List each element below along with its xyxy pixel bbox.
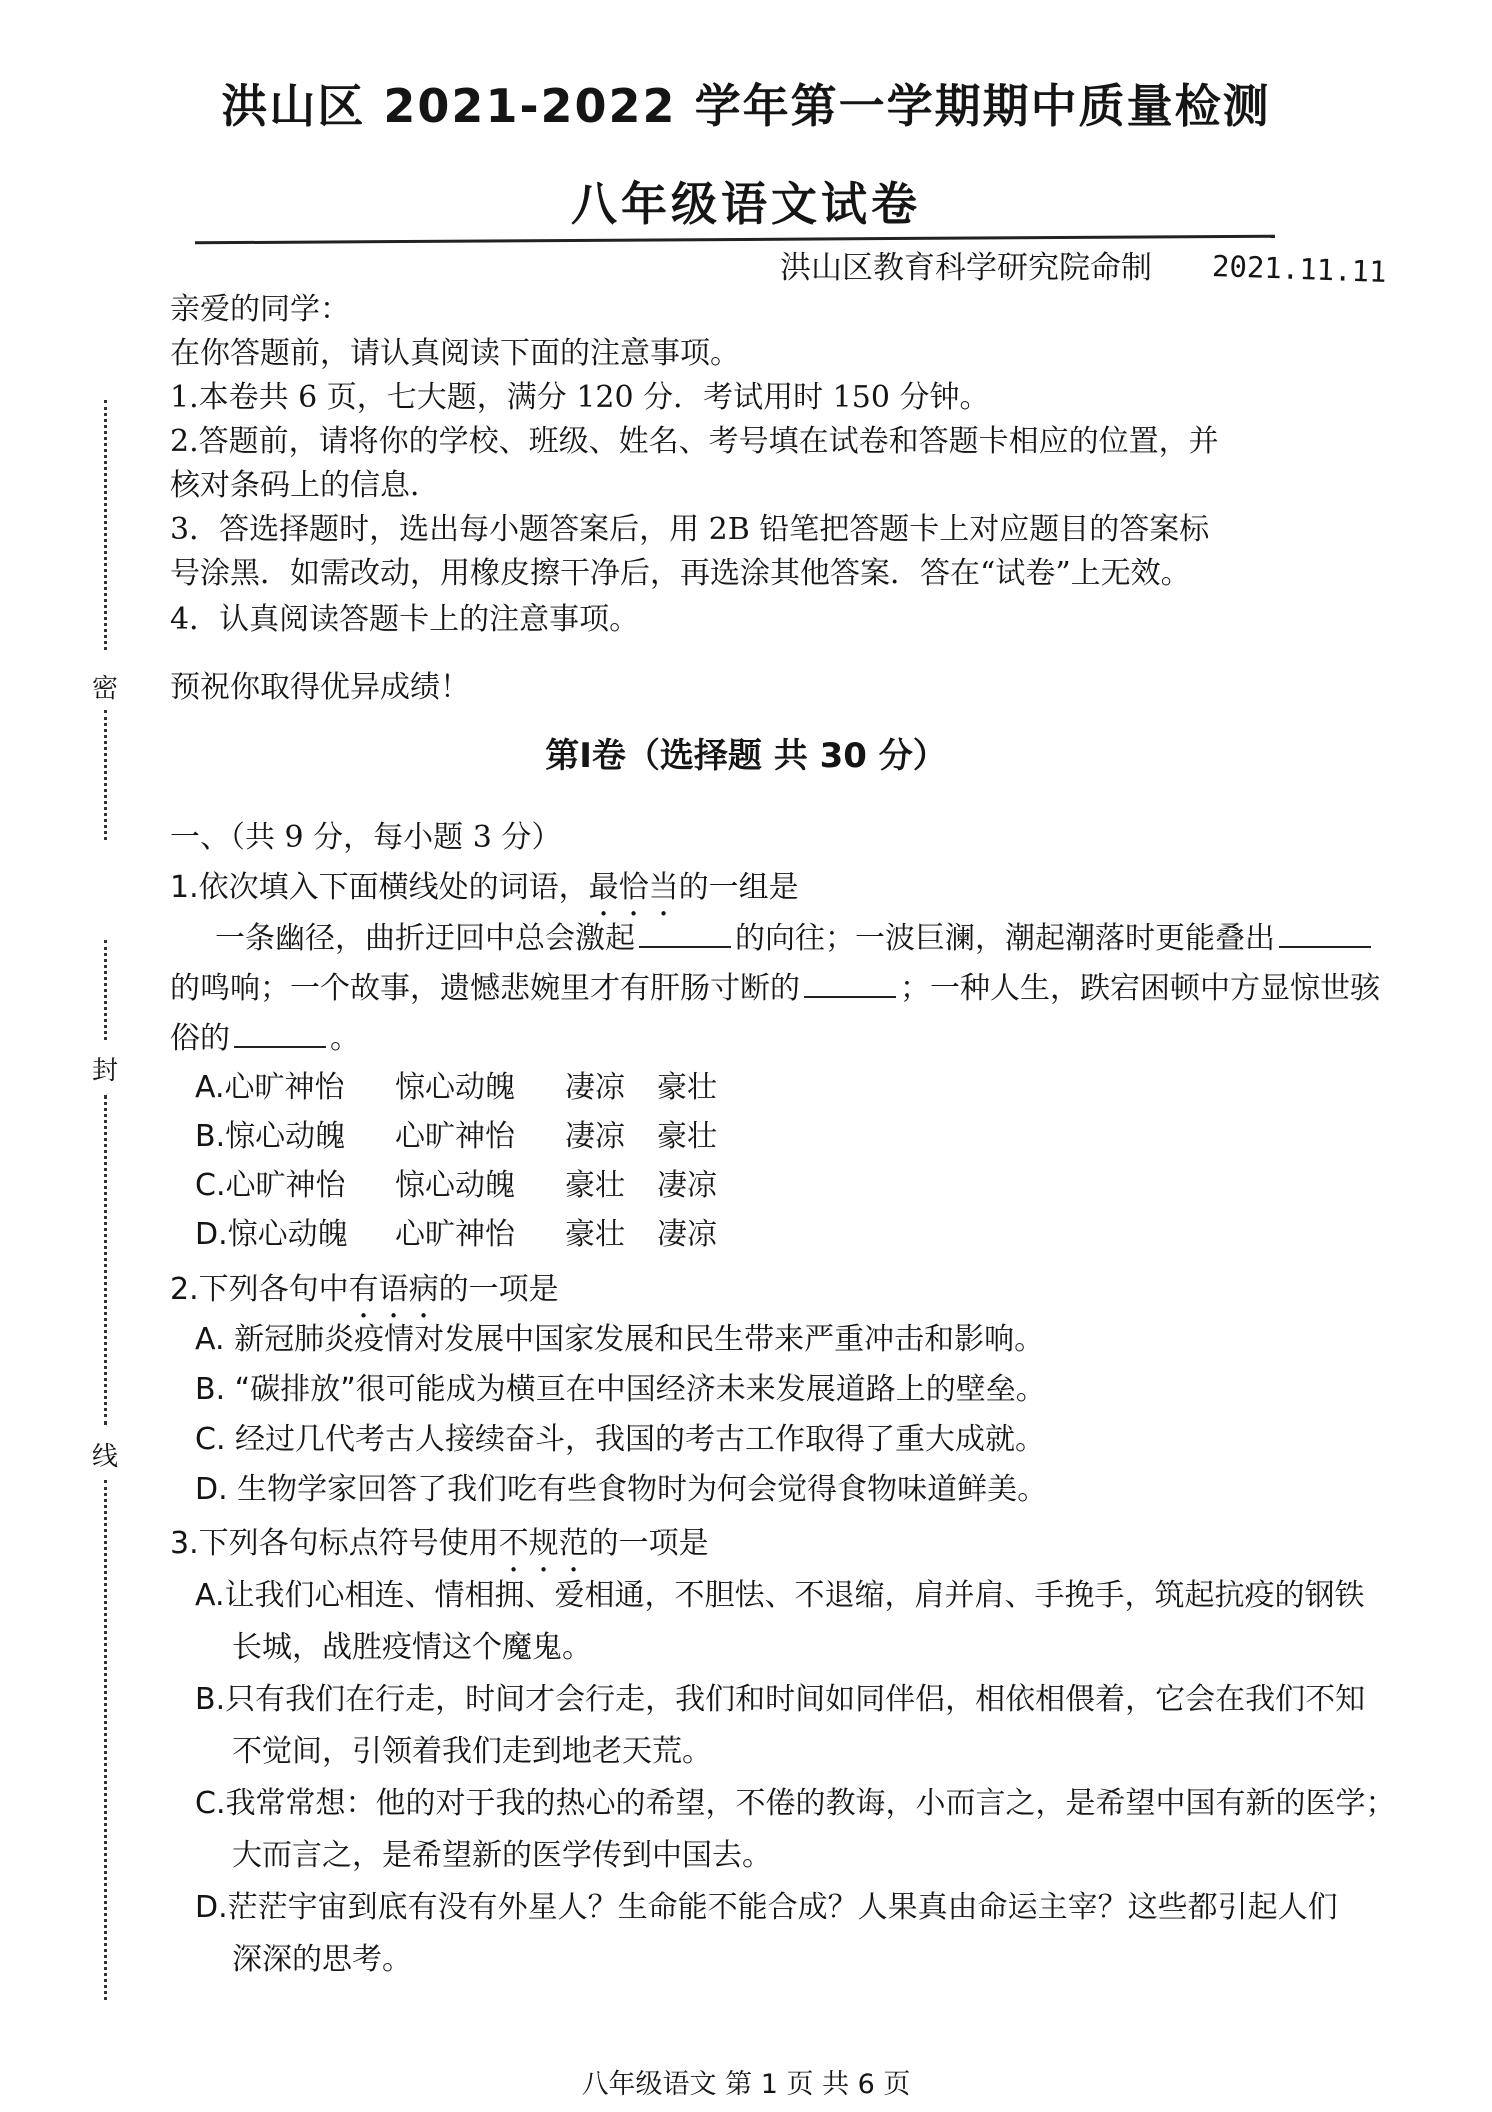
exam-title: 洪山区 2021-2022 学年第一学期期中质量检测 (221, 79, 1271, 133)
option-word: 凄凉 (657, 1168, 717, 1203)
notice-item: 4．认真阅读答题卡上的注意事项。 (170, 602, 640, 637)
question-1-stem (170, 868, 799, 923)
fill-blank (1279, 918, 1371, 948)
question-2-option[interactable]: B. “碳排放”很可能成为横亘在中国经济未来发展道路上的壁垒。 (195, 1372, 1046, 1407)
question-1-option[interactable] (195, 1068, 717, 1108)
question-1-passage-line (170, 968, 1380, 1009)
option-word: C.心旷神怡 (195, 1168, 346, 1203)
exam-date: 2021.11.11 (1211, 248, 1388, 290)
question-3-option-d[interactable]: D.茫茫宇宙到底有没有外星人？生命能不能合成？人果真由命运主宰？这些都引起人们 (195, 1890, 1338, 1925)
option-word: 惊心动魄 (395, 1168, 515, 1203)
notice-item: 号涂黑．如需改动，用橡皮擦干净后，再选涂其他答案．答在“试卷”上无效。 (170, 556, 1191, 591)
question-1-passage-line (170, 1018, 360, 1059)
binding-dotted-line (104, 1480, 107, 2000)
question-1-passage-line (215, 918, 1375, 959)
fill-blank (804, 968, 896, 998)
option-word: 心旷神怡 (395, 1217, 515, 1252)
fill-blank (234, 1018, 326, 1048)
notice-intro: 在你答题前，请认真阅读下面的注意事项。 (170, 336, 740, 371)
seal-mark-xian: 线 (92, 1442, 119, 1472)
binding-dotted-line (104, 710, 107, 840)
question-3-option-b[interactable]: B.只有我们在行走，时间才会行走，我们和时间如同伴侣，相依相偎着，它会在我们不知 (195, 1682, 1366, 1717)
option-word: 凄凉 (657, 1217, 717, 1252)
stem-emphasis: 有语病 (348, 1272, 439, 1307)
notice-item: 3．答选择题时，选出每小题答案后，用 2B 铅笔把答题卡上对应题目的答案标 (170, 512, 1210, 547)
passage-text: 一条幽径，曲折迂回中总会激起 (215, 921, 635, 956)
question-2-option[interactable]: C. 经过几代考古人接续奋斗，我国的考古工作取得了重大成就。 (195, 1422, 1046, 1457)
question-3-option-d-cont: 深深的思考。 (232, 1942, 412, 1977)
question-3-option-a[interactable]: A.让我们心相连、情相拥、爱相通，不胆怯、不退缩，肩并肩、手挽手，筑起抗疫的钢铁 (195, 1578, 1365, 1613)
option-word: 豪壮 (565, 1217, 625, 1252)
stem-text: 2.下列各句中 (170, 1272, 349, 1307)
question-1-option[interactable] (195, 1215, 717, 1255)
issuer: 洪山区教育科学研究院命制 (780, 250, 1152, 286)
exam-subtitle: 八年级语文试卷 (571, 177, 921, 231)
question-1-option[interactable] (195, 1117, 717, 1157)
question-3-option-c[interactable]: C.我常常想：他的对于我的热心的希望，不倦的教诲，小而言之，是希望中国有新的医学； (195, 1786, 1396, 1821)
stem-text: 的一项是 (438, 1272, 559, 1307)
seal-mark-feng: 封 (92, 1056, 119, 1086)
fill-blank (639, 918, 731, 948)
option-word: D.惊心动魄 (195, 1217, 348, 1252)
stem-text: 1.依次填入下面横线处的词语， (170, 870, 589, 905)
question-1-option[interactable] (195, 1166, 717, 1206)
question-3-option-b-cont: 不觉间，引领着我们走到地老天荒。 (232, 1734, 712, 1769)
good-luck-wish: 预祝你取得优异成绩！ (170, 670, 470, 705)
passage-text: ；一种人生，跌宕困顿中方显惊世骇 (900, 971, 1380, 1006)
stem-text: 的一项是 (588, 1526, 709, 1561)
stem-text: 3.下列各句标点符号使用 (170, 1526, 499, 1561)
question-2-option[interactable]: A. 新冠肺炎疫情对发展中国家发展和民生带来严重冲击和影响。 (195, 1322, 1045, 1357)
question-3-stem (170, 1524, 709, 1579)
binding-dotted-line (104, 400, 107, 650)
question-2-option[interactable]: D. 生物学家回答了我们吃有些食物时为何会觉得食物味道鲜美。 (195, 1472, 1048, 1507)
option-word: 豪壮 (657, 1070, 717, 1105)
notice-item: 核对条码上的信息． (170, 468, 440, 503)
page-footer: 八年级语文 第 1 页 共 6 页 (581, 2069, 911, 2100)
stem-emphasis: 不规范 (498, 1526, 589, 1561)
option-word: A.心旷神怡 (195, 1070, 345, 1105)
question-3-option-a-cont: 长城，战胜疫情这个魔鬼。 (232, 1630, 592, 1665)
passage-text: 俗的 (170, 1021, 230, 1056)
binding-dotted-line (104, 940, 107, 1040)
option-word: B.惊心动魄 (195, 1119, 346, 1154)
question-2-stem (170, 1270, 559, 1325)
option-word: 惊心动魄 (395, 1070, 515, 1105)
passage-text: 的鸣响；一个故事，遗憾悲婉里才有肝肠寸断的 (170, 971, 800, 1006)
passage-text: 的向往；一波巨澜，潮起潮落时更能叠出 (735, 921, 1275, 956)
option-word: 豪壮 (657, 1119, 717, 1154)
notice-item: 1.本卷共 6 页，七大题，满分 120 分．考试用时 150 分钟。 (170, 380, 990, 415)
notice-item: 2.答题前，请将你的学校、班级、姓名、考号填在试卷和答题卡相应的位置，并 (170, 424, 1219, 459)
greeting: 亲爱的同学： (170, 292, 350, 327)
seal-mark-mi: 密 (92, 674, 119, 704)
option-word: 豪壮 (565, 1168, 625, 1203)
stem-text: 的一组是 (678, 870, 799, 905)
binding-dotted-line (104, 1095, 107, 1425)
question-3-option-c-cont: 大而言之，是希望新的医学传到中国去。 (232, 1838, 772, 1873)
passage-text: 。 (330, 1021, 360, 1056)
part-heading: 一、（共 9 分，每小题 3 分） (170, 820, 562, 855)
option-word: 心旷神怡 (395, 1119, 515, 1154)
section-title: 第Ⅰ卷（选择题 共 30 分） (545, 736, 947, 776)
stem-emphasis: 最恰当 (588, 870, 679, 905)
option-word: 凄凉 (565, 1119, 625, 1154)
option-word: 凄凉 (565, 1070, 625, 1105)
